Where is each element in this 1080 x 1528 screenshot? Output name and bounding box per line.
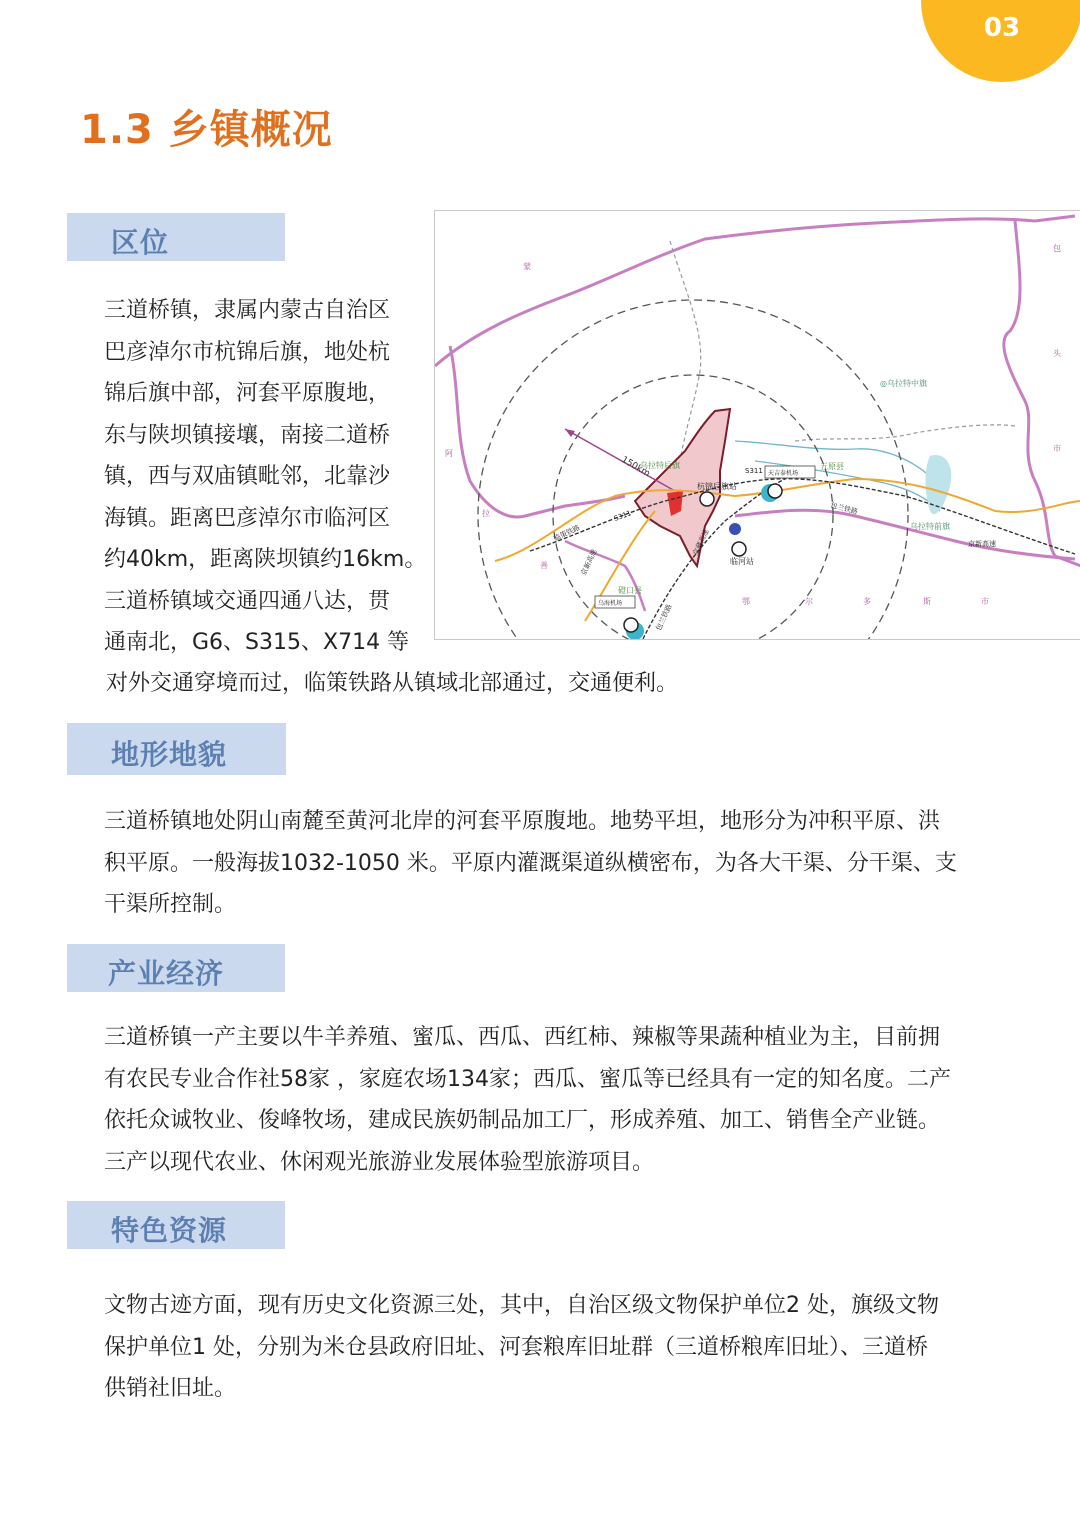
city-marker: [729, 523, 741, 535]
text-line: 东与陕坝镇接壤，南接二道桥: [104, 422, 391, 448]
text-line: 保护单位1 处，分别为米仓县政府旧址、河套粮库旧址群（三道桥粮库旧址）、三道桥: [104, 1334, 928, 1360]
map-label-s311: S311: [612, 509, 633, 523]
map-boundary: [450, 346, 625, 517]
map-boundary: [435, 216, 1075, 366]
map-label-alxa: 善: [540, 561, 548, 570]
text-line: 积平原。一般海拔1032-1050 米。平原内灌溉渠道纵横密布，为各大干渠、分干渠、支: [104, 850, 957, 876]
map-boundary: [1004, 221, 1080, 566]
page-title: 1.3 乡镇概况: [80, 107, 333, 153]
page-number: 03: [983, 13, 1021, 43]
section-header-economy: [67, 944, 285, 992]
airport-icon: [624, 618, 638, 632]
airport-icon: [768, 484, 782, 498]
map-label-s311: S311: [745, 467, 763, 475]
text-line: 三道桥镇一产主要以牛羊养殖、蜜瓜、西瓜、西红柿、辣椒等果蔬种植业为主，目前拥: [104, 1025, 941, 1050]
section-title-terrain: 地形地貌: [111, 738, 228, 771]
bus-station-icon: [732, 542, 746, 556]
text-line: 依托众诚牧业、俊峰牧场，建成民族奶制品加工厂，形成养殖、加工、销售全产业链。: [104, 1108, 941, 1133]
map-label-jingzang-expressway: 京藏高速: [691, 528, 711, 557]
text-line: 对外交通穿境而过，临策铁路从镇域北部通过，交通便利。: [106, 671, 679, 696]
map-label-dengkou: 磴口县: [618, 586, 642, 595]
map-label-wuhai-airport: 乌海机场: [598, 600, 623, 607]
text-line: 通南北，G6、S315、X714 等: [104, 630, 410, 655]
map-label-jingxin-expressway: 京新高速: [968, 540, 996, 548]
map-label-linhe-station: 临河站: [730, 557, 754, 566]
map-label-baolan-rail: 包兰铁路: [654, 603, 674, 632]
text-line: 文物古迹方面，现有历史文化资源三处，其中，自治区级文物保护单位2 处，旗级文物: [104, 1293, 939, 1318]
map-label-alxa: 拉: [482, 509, 490, 518]
text-line: 海镇。距离巴彦淖尔市临河区: [104, 505, 391, 531]
map-label-alxa: 阿: [445, 449, 453, 458]
terrain-paragraph: [104, 801, 1004, 926]
economy-paragraph: [104, 1017, 1004, 1183]
location-paragraph: [104, 290, 434, 664]
location-map: [434, 210, 1080, 640]
resources-paragraph: [104, 1285, 1004, 1410]
section-header-terrain: [67, 723, 286, 775]
map-boundary: [670, 241, 701, 461]
text-line: 三道桥镇地处阴山南麓至黄河北岸的河套平原腹地。地势平坦，地形分为冲积平原、洪: [104, 809, 941, 834]
lake: [925, 455, 951, 514]
map-label-linche-rail: 临策铁路: [552, 523, 582, 543]
radius-label: 150km: [619, 454, 652, 480]
map-label-ordos: 多: [863, 597, 871, 606]
map-label-tianji-airport: 天吉泰机场: [768, 470, 799, 477]
map-label-hangjin-station: 杭锦后旗站: [697, 482, 737, 491]
arrow-head: [565, 429, 575, 437]
map-label-jingxin-expressway: 京新高速: [579, 548, 599, 577]
section-header-resources: [67, 1201, 285, 1249]
text-line: 供销社旧址。: [104, 1376, 237, 1401]
section-header-location: [67, 213, 285, 261]
map-label-wuyuan: 五原县: [820, 462, 844, 471]
map-label-baolan-rail: 包兰铁路: [829, 501, 859, 517]
map-label-ordos: 鄂: [742, 597, 750, 606]
section-title-resources: 特色资源: [111, 1214, 228, 1247]
map-label-ordos: 尔: [805, 597, 813, 606]
map-label-ordos: 斯: [923, 597, 931, 606]
text-line: 三产以现代农业、休闲观光旅游业发展体验型旅游项目。: [104, 1149, 655, 1175]
radius-arrow: [565, 429, 675, 491]
section-title-location: 区位: [111, 226, 170, 259]
text-line: 锦后旗中部，河套平原腹地，: [104, 381, 391, 406]
section-title-economy: 产业经济: [108, 957, 225, 990]
text-line: 三道桥镇域交通四通八达，贯: [104, 588, 391, 614]
text-line: 有农民专业合作社58家 ，家庭农场134家；西瓜、蜜瓜等已经具有一定的知名度。二产: [104, 1066, 951, 1092]
map-boundary: [795, 425, 1015, 441]
text-line: 干渠所控制。: [104, 892, 237, 917]
text-line: 镇，西与双庙镇毗邻，北靠沙: [104, 464, 391, 489]
text-line: 约40km，距离陕坝镇约16km。: [104, 547, 427, 572]
map-label-urad-middle: ◎乌拉特中旗: [880, 379, 927, 388]
map-label-baotou: 市: [1053, 444, 1061, 453]
map-boundary: [735, 510, 1075, 559]
bus-station-icon: [700, 492, 714, 506]
text-line: 三道桥镇，隶属内蒙古自治区: [104, 298, 391, 323]
map-label-mongolia: 蒙: [523, 262, 531, 271]
text-line: 巴彦淖尔市杭锦后旗，地处杭: [104, 339, 391, 365]
map-label-baotou: 包: [1053, 244, 1061, 253]
map-label-urad-rear: 乌拉特后旗: [640, 461, 680, 470]
map-label-ordos: 市: [981, 597, 989, 606]
map-label-baotou: 头: [1053, 349, 1061, 358]
map-label-urad-front: 乌拉特前旗: [910, 522, 950, 531]
